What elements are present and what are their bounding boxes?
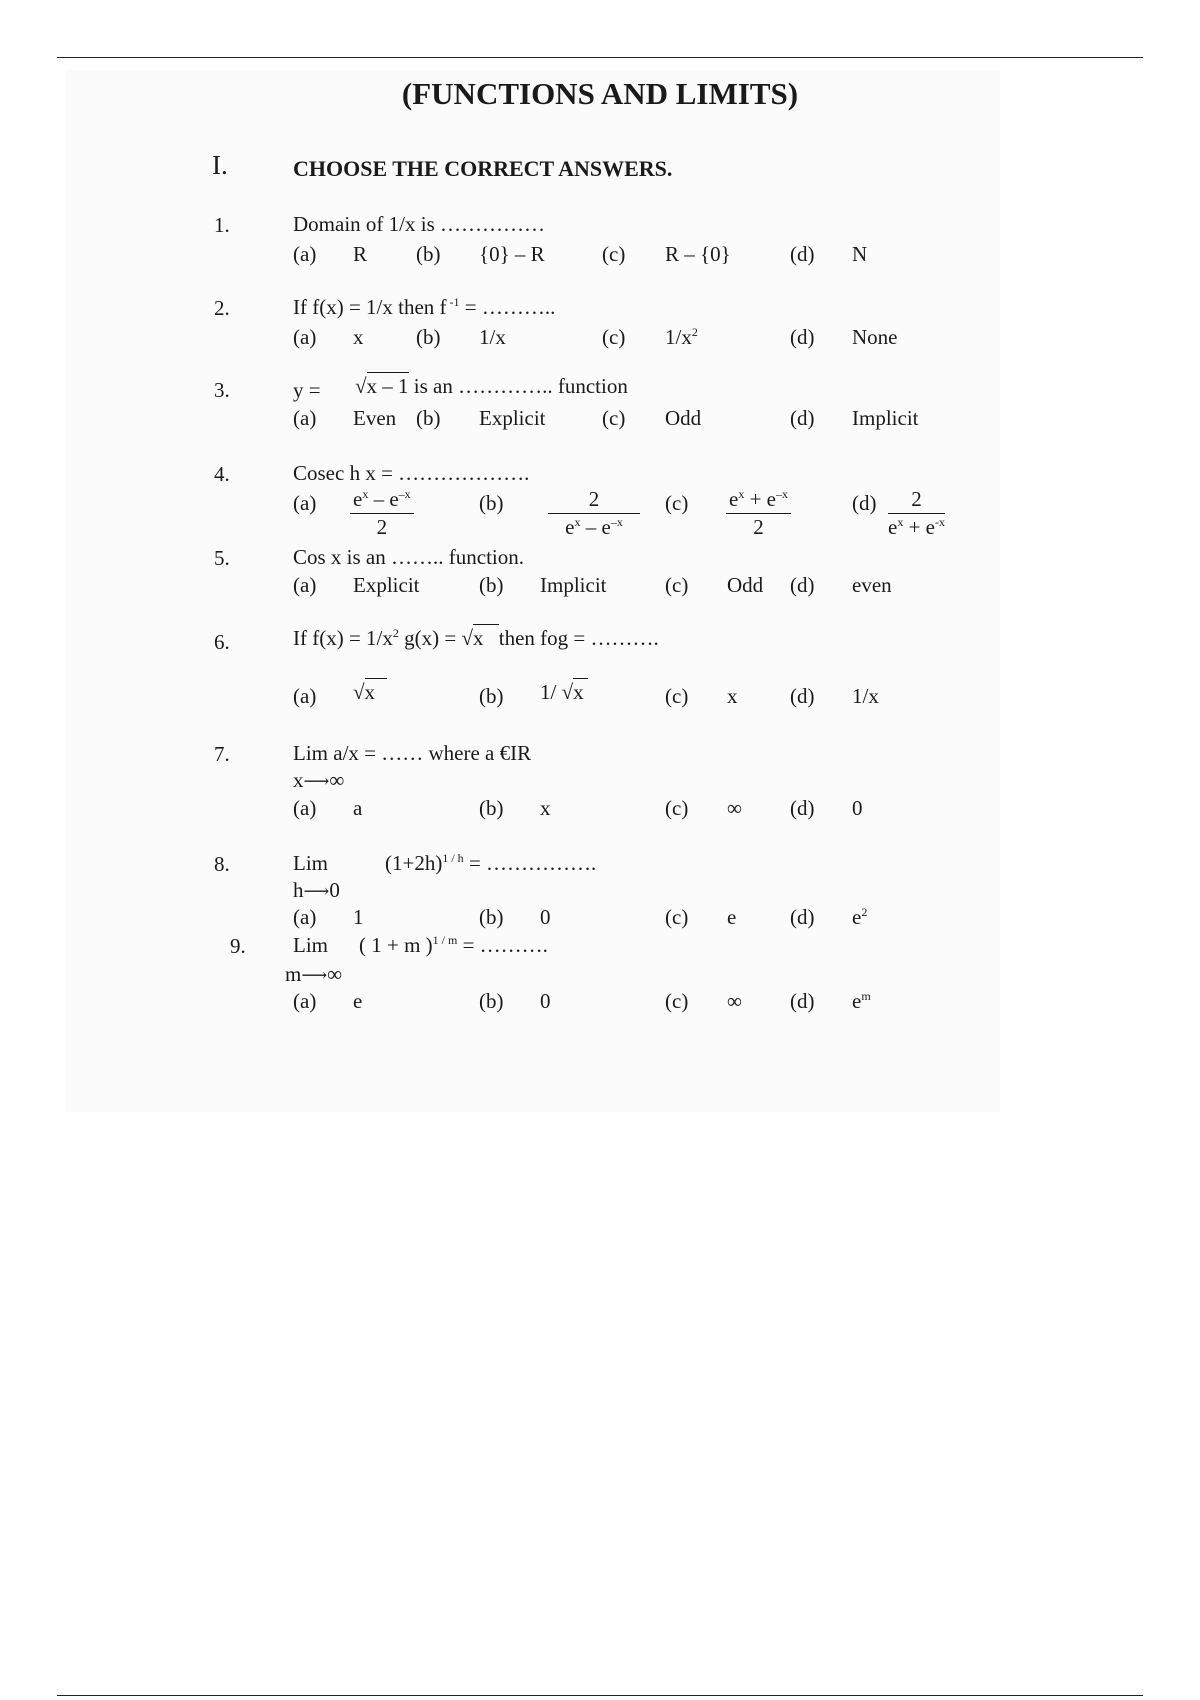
question-text: If $f(x) = 1/x^2$ g(x) = √x then fog = ……….	[293, 626, 659, 650]
option-a: √x	[353, 680, 387, 705]
option-label-c: (c)	[665, 905, 689, 929]
option-c: x	[727, 684, 738, 708]
section-number: I.	[212, 150, 228, 180]
section-title: CHOOSE THE CORRECT ANSWERS.	[293, 156, 673, 181]
option-label-d: (d)	[790, 796, 815, 820]
option-label-a: (a)	[293, 989, 317, 1013]
option-label-b: (b)	[479, 989, 504, 1013]
option-label-b: (b)	[416, 325, 441, 349]
sqrt-symbol: √	[461, 626, 474, 650]
option-c: Odd	[727, 573, 764, 597]
option-label-b: (b)	[479, 684, 504, 708]
option-d: 1/x	[852, 684, 879, 708]
option-a: Even	[353, 406, 397, 430]
option-a: R	[353, 242, 368, 266]
option-label-d: (d)	[790, 406, 815, 430]
option-label-a: (a)	[293, 406, 317, 430]
option-label-c: (c)	[602, 242, 626, 266]
option-d: Implicit	[852, 406, 919, 430]
arrow-right-icon: ⟶	[301, 965, 328, 985]
question-number: 6.	[214, 630, 230, 654]
option-label-a: (a)	[293, 325, 317, 349]
question-number: 1.	[214, 213, 230, 237]
option-d: 0	[852, 796, 863, 820]
option-label-a: (a)	[293, 242, 317, 266]
bottom-rule	[57, 1695, 1143, 1696]
limit-subscript: h⟶0	[293, 878, 340, 902]
question-number: 3.	[214, 378, 230, 402]
option-label-c: (c)	[665, 491, 689, 515]
question-text: Lim a/x = …… where a €IR	[293, 741, 532, 765]
option-label-d: (d)	[790, 989, 815, 1013]
limit-subscript: x⟶∞	[293, 768, 345, 792]
top-rule	[57, 57, 1143, 58]
option-b: Implicit	[540, 573, 607, 597]
option-b: x	[540, 796, 551, 820]
option-label-d: (d)	[790, 242, 815, 266]
option-label-b: (b)	[416, 242, 441, 266]
option-label-d: (d)	[790, 905, 815, 929]
option-label-a: (a)	[293, 905, 317, 929]
limit-subscript: m⟶∞	[285, 962, 343, 986]
question-text: If f(x) = 1/x then f $^{-1}$ = ………..	[293, 295, 556, 319]
option-label-d: (d)	[852, 491, 877, 515]
option-d: None	[852, 325, 898, 349]
question-text: Domain of 1/x is ……………	[293, 212, 545, 236]
option-c: $\frac{e^x + e^{-x}}{2}$	[726, 487, 791, 540]
question-number: 7.	[214, 742, 230, 766]
option-c: $1/x^2$	[665, 325, 698, 349]
option-c: Odd	[665, 406, 702, 430]
option-b: 0	[540, 905, 551, 929]
option-d: even	[852, 573, 892, 597]
option-a: e	[353, 989, 363, 1013]
option-b: Explicit	[479, 406, 546, 430]
limit-label: Lim	[293, 851, 328, 875]
option-b: $\frac{2}{e^x - e^{-x}}$	[548, 487, 640, 540]
option-b: 0	[540, 989, 551, 1013]
option-label-b: (b)	[479, 491, 504, 515]
option-d: N	[852, 242, 868, 266]
option-label-b: (b)	[416, 406, 441, 430]
option-label-d: (d)	[790, 684, 815, 708]
question-text-prefix: y =	[293, 378, 321, 402]
option-d: $e^2$	[852, 905, 868, 929]
question-number: 2.	[214, 296, 230, 320]
limit-label: Lim	[293, 933, 328, 957]
sqrt-symbol: √	[353, 680, 365, 704]
option-label-c: (c)	[665, 796, 689, 820]
option-d: $\frac{2}{e^x + e^{-x}}$	[888, 487, 945, 539]
option-c: ∞	[727, 989, 742, 1013]
option-label-c: (c)	[602, 325, 626, 349]
question-number: 4.	[214, 462, 230, 486]
option-c: ∞	[727, 796, 742, 820]
arrow-right-icon: ⟶	[303, 881, 330, 901]
option-a: $\frac{e^x - e^{-x}}{2}$	[350, 487, 414, 540]
option-b: 1/ √x	[540, 680, 588, 705]
option-label-c: (c)	[665, 989, 689, 1013]
option-b: {0} – R	[479, 242, 545, 266]
option-label-a: (a)	[293, 684, 317, 708]
option-label-a: (a)	[293, 796, 317, 820]
option-label-a: (a)	[293, 573, 317, 597]
option-label-c: (c)	[665, 573, 689, 597]
question-text: $(1+2h)^{1 / h}$ = …………….	[385, 851, 597, 875]
page-title: (FUNCTIONS AND LIMITS)	[401, 76, 799, 111]
option-label-d: (d)	[790, 573, 815, 597]
option-c: e	[727, 905, 737, 929]
option-d: $e^m$	[852, 989, 871, 1013]
question-number: 8.	[214, 852, 230, 876]
option-a: 1	[353, 905, 364, 929]
option-label-a: (a)	[293, 491, 317, 515]
option-a: x	[353, 325, 364, 349]
question-number: 9.	[230, 934, 246, 958]
option-label-b: (b)	[479, 796, 504, 820]
option-b: 1/x	[479, 325, 506, 349]
question-text: Cos x is an …….. function.	[293, 545, 524, 569]
question-text: Cosec h x = ……………….	[293, 461, 530, 485]
option-c: R – {0}	[665, 242, 731, 266]
question-text: ( 1 + m )$^{1 / m}$ = ……….	[359, 933, 548, 957]
option-label-b: (b)	[479, 573, 504, 597]
question-number: 5.	[214, 546, 230, 570]
option-label-d: (d)	[790, 325, 815, 349]
sqrt-symbol: √	[355, 374, 367, 398]
sqrt-symbol: √	[561, 680, 574, 704]
option-label-c: (c)	[602, 406, 626, 430]
option-a: Explicit	[353, 573, 420, 597]
option-label-c: (c)	[665, 684, 689, 708]
option-label-b: (b)	[479, 905, 504, 929]
question-text-expression: √x – 1 is an ………….. function	[355, 374, 628, 398]
arrow-right-icon: ⟶	[303, 771, 330, 791]
option-a: a	[353, 796, 363, 820]
